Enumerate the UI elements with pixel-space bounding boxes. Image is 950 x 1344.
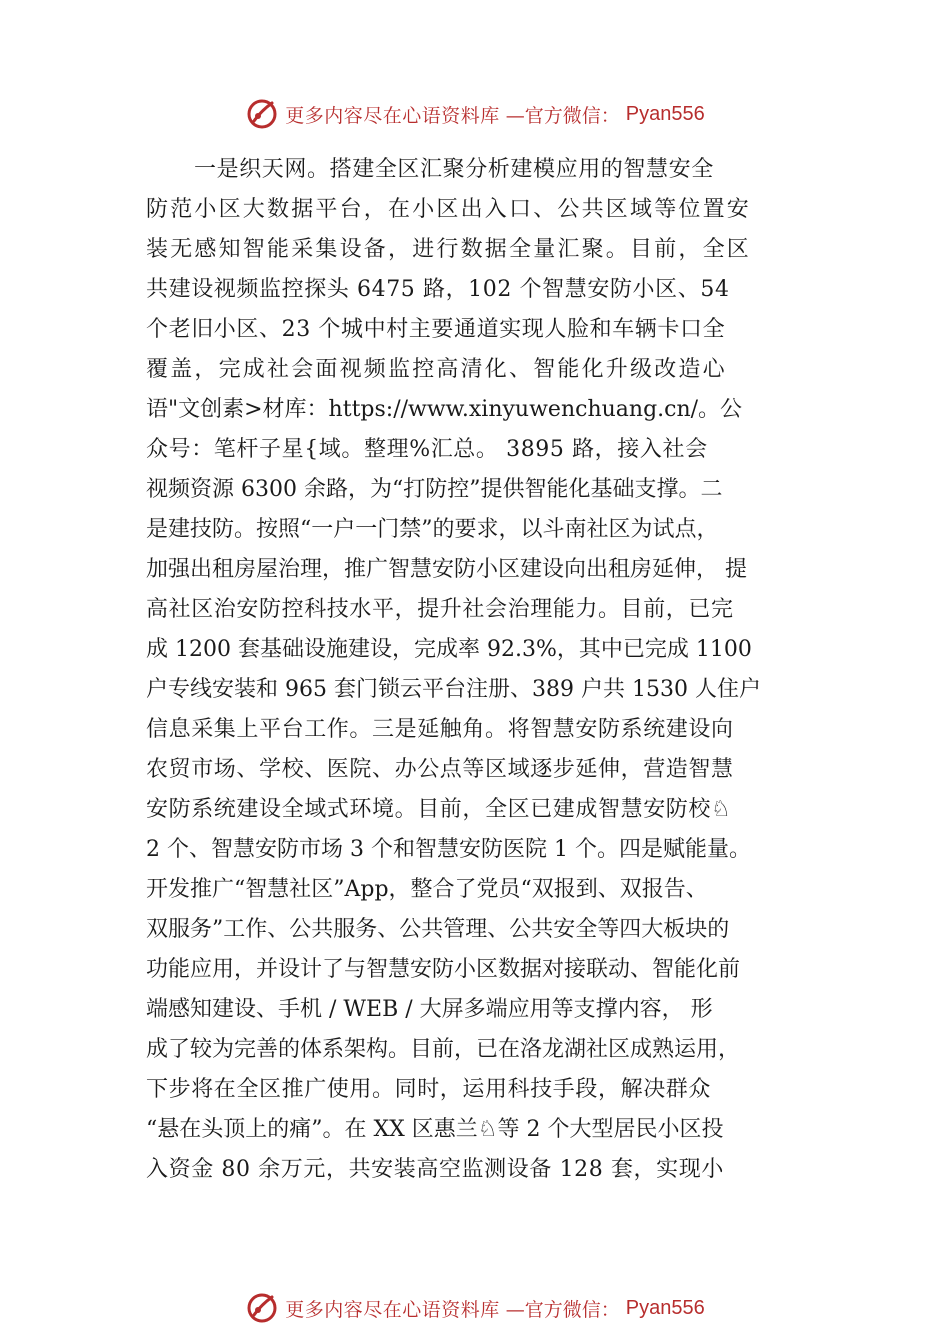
text-line: 开发推广“智慧社区”App，整合了党员“双报到、双报告、 bbox=[146, 877, 708, 902]
watermark-banner-top bbox=[0, 96, 950, 132]
text-line: “悬在头顶上的痛”。在 XX 区惠兰♘等 2 个大型居民小区投 bbox=[146, 1117, 724, 1142]
text-line: 农贸市场、学校、医院、办公点等区域逐步延伸，营造智慧 bbox=[146, 757, 734, 782]
watermark-text: 更多内容尽在心语资料库 bbox=[285, 1298, 500, 1321]
watermark-text: 更多内容尽在心语资料库 bbox=[285, 104, 500, 127]
text-line: 信息采集上平台工作。三是延触角。将智慧安防系统建设向 bbox=[146, 717, 734, 742]
text-line: 加强出租房屋治理，推广智慧安防小区建设向出租房延伸， 提 bbox=[146, 557, 747, 582]
text-line: 功能应用，并设计了与智慧安防小区数据对接联动、智能化前 bbox=[146, 957, 741, 982]
text-line: 共建设视频监控探头 6475 路，102 个智慧安防小区、54 bbox=[146, 277, 730, 302]
text-line: 成了较为完善的体系架构。目前，已在洛龙湖社区成熟运用， bbox=[146, 1037, 741, 1062]
text-line: 2 个、智慧安防市场 3 个和智慧安防医院 1 个。四是赋能量。 bbox=[146, 837, 751, 862]
watermark-separator: —官方微信： bbox=[505, 104, 620, 127]
brush-seal-logo-icon bbox=[245, 97, 279, 131]
text-line: 众号：笔杆子星{域。整理%汇总。 3895 路，接入社会 bbox=[146, 437, 708, 462]
text-line: 双服务”工作、公共服务、公共管理、公共安全等四大板块的 bbox=[146, 917, 730, 942]
text-line: 下步将在全区推广使用。同时，运用科技手段，解决群众 bbox=[146, 1077, 712, 1102]
body-paragraph bbox=[146, 150, 818, 1190]
watermark-wechat-id: Pyan556 bbox=[625, 102, 705, 125]
text-line: 户专线安装和 965 套门锁云平台注册、389 户共 1530 人住户 bbox=[146, 677, 761, 702]
watermark-banner-bottom bbox=[0, 1290, 950, 1326]
text-line: 覆盖，完成社会面视频监控高清化、智能化升级改造心 bbox=[146, 357, 727, 382]
text-line: 是建技防。按照“一户一门禁”的要求，以斗南社区为试点， bbox=[146, 517, 719, 542]
text-line: 成 1200 套基础设施建设，完成率 92.3%，其中已完成 1100 bbox=[146, 637, 752, 662]
brush-seal-logo-icon bbox=[245, 1291, 279, 1325]
text-line: 一是织天网。搭建全区汇聚分析建模应用的智慧安全 bbox=[194, 157, 714, 182]
text-line: 个老旧小区、23 个城中村主要通道实现人脸和车辆卡口全 bbox=[146, 317, 726, 342]
watermark-wechat-id: Pyan556 bbox=[625, 1296, 705, 1319]
text-line: 装无感知智能采集设备，进行数据全量汇聚。目前，全区 bbox=[146, 237, 752, 262]
text-line: 安防系统建设全域式环境。目前，全区已建成智慧安防校♘ bbox=[146, 797, 732, 822]
text-line: 入资金 80 余万元，共安装高空监测设备 128 套，实现小 bbox=[146, 1157, 724, 1182]
text-line: 语"文创素>材库：https://www.xinyuwenchuang.cn/。公 bbox=[146, 397, 743, 422]
text-line: 防范小区大数据平台，在小区出入口、公共区域等位置安 bbox=[146, 197, 752, 222]
text-line: 视频资源 6300 余路，为“打防控”提供智能化基础支撑。二 bbox=[146, 477, 723, 502]
watermark-separator: —官方微信： bbox=[505, 1298, 620, 1321]
text-line: 端感知建设、手机 / WEB / 大屏多端应用等支撑内容， 形 bbox=[146, 997, 713, 1022]
text-line: 高社区治安防控科技水平，提升社会治理能力。目前，已完 bbox=[146, 597, 734, 622]
